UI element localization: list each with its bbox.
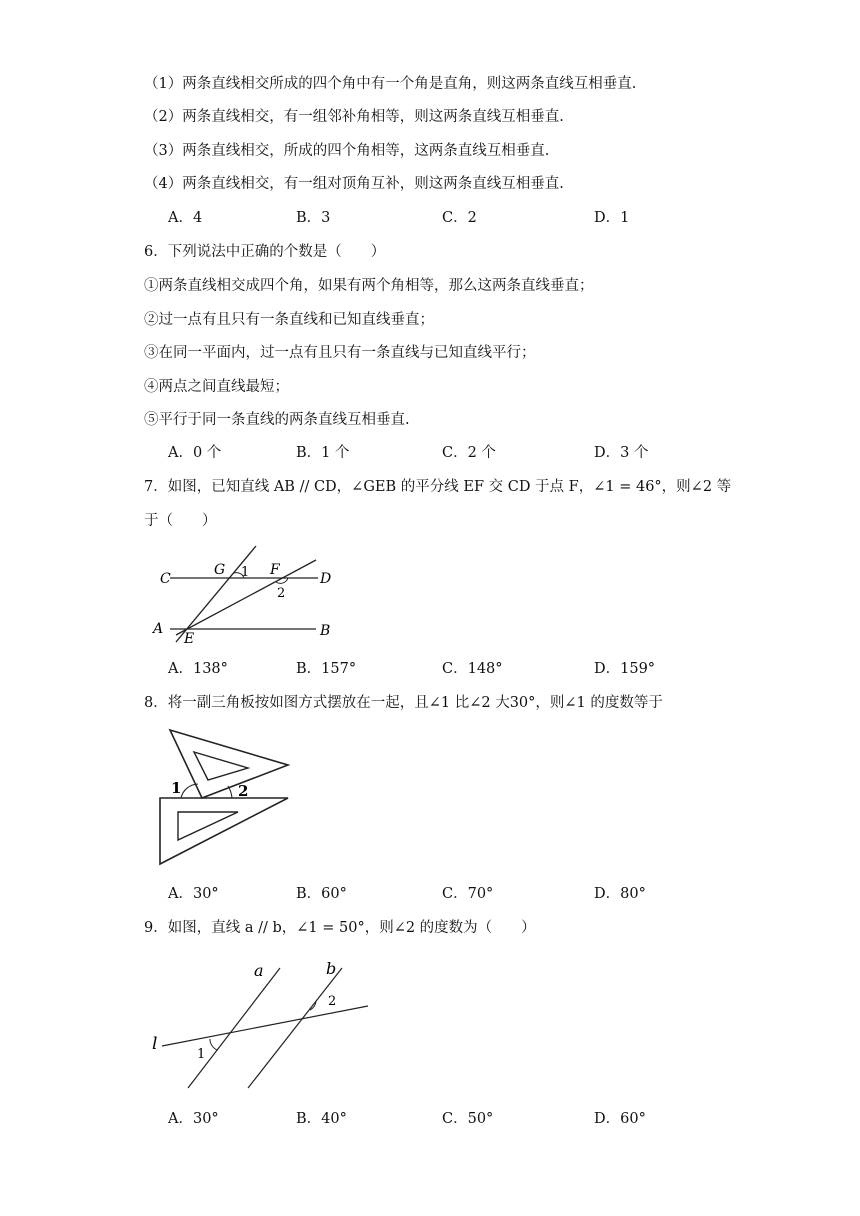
q5-statement-3: （3）两条直线相交，所成的四个角相等，这两条直线互相垂直.: [144, 143, 550, 159]
label-c: C: [160, 571, 171, 587]
q5-option-b[interactable]: B．3: [296, 210, 331, 226]
line-a: [188, 968, 280, 1088]
lower-set-square-inner: [178, 812, 238, 840]
q9-option-b[interactable]: B．40°: [296, 1111, 347, 1127]
label-f: F: [270, 562, 280, 578]
q8-options: [168, 884, 808, 904]
q5-statement-4: （4）两条直线相交，有一组对顶角互补，则这两条直线互相垂直.: [144, 176, 564, 192]
q6-statement-1: ①两条直线相交成四个角，如果有两个角相等，那么这两条直线垂直；: [144, 278, 594, 294]
q7-options: [168, 659, 808, 679]
q6-option-c[interactable]: C．2 个: [442, 445, 496, 461]
q7-option-c[interactable]: C．148°: [442, 661, 503, 677]
q5-statement-1: （1）两条直线相交所成的四个角中有一个角是直角，则这两条直线互相垂直.: [144, 76, 637, 92]
line-b: [248, 968, 342, 1088]
q8-option-b[interactable]: B．60°: [296, 886, 347, 902]
q6-statement-4: ④两点之间直线最短；: [144, 379, 289, 395]
q9-stem: 9．如图，直线 a // b，∠1 = 50°，则∠2 的度数为（ ）: [144, 920, 536, 936]
line-l: [162, 1006, 368, 1046]
q9-figure: [146, 956, 386, 1096]
label-b: B: [320, 623, 331, 639]
q5-option-a[interactable]: A．4: [168, 210, 203, 226]
q9-options: [168, 1109, 808, 1129]
q5-option-d[interactable]: D．1: [594, 210, 630, 226]
q5-options: [168, 208, 808, 228]
q6-statement-5: ⑤平行于同一条直线的两条直线互相垂直.: [144, 412, 410, 428]
q8-stem: 8．将一副三角板按如图方式摆放在一起，且∠1 比∠2 大30°，则∠1 的度数等于: [144, 695, 663, 711]
q6-option-d[interactable]: D．3 个: [594, 445, 649, 461]
q5-option-c[interactable]: C．2: [442, 210, 477, 226]
label-e: E: [184, 631, 195, 647]
q5-statement-2: （2）两条直线相交，有一组邻补角相等，则这两条直线互相垂直.: [144, 109, 564, 125]
label-d: D: [320, 571, 332, 587]
q7-option-a[interactable]: A．138°: [168, 661, 228, 677]
q6-statement-3: ③在同一平面内，过一点有且只有一条直线与已知直线平行；: [144, 345, 536, 361]
q7-option-d[interactable]: D．159°: [594, 661, 656, 677]
q6-statement-2: ②过一点有且只有一条直线和已知直线垂直；: [144, 312, 434, 328]
label-b: b: [326, 959, 337, 978]
q9-option-d[interactable]: D．60°: [594, 1111, 646, 1127]
label-angle-2: 2: [277, 586, 286, 601]
q6-option-a[interactable]: A．0 个: [168, 445, 222, 461]
q6-stem: 6．下列说法中正确的个数是（ ）: [144, 244, 386, 260]
label-angle-1: 1: [171, 779, 182, 797]
label-a: a: [254, 961, 264, 980]
label-a: A: [153, 621, 164, 637]
q6-options: [168, 443, 808, 463]
q6-option-b[interactable]: B．1 个: [296, 445, 350, 461]
upper-set-square-inner: [194, 752, 248, 780]
label-g: G: [214, 562, 226, 578]
angle-1-arc: [181, 784, 198, 798]
lower-set-square-outer: [160, 798, 288, 864]
q8-option-d[interactable]: D．80°: [594, 886, 646, 902]
label-l: l: [152, 1034, 158, 1054]
q8-option-a[interactable]: A．30°: [168, 886, 219, 902]
q9-option-a[interactable]: A．30°: [168, 1111, 219, 1127]
q9-option-c[interactable]: C．50°: [442, 1111, 494, 1127]
q7-stem-line-1: 7．如图，已知直线 AB // CD，∠GEB 的平分线 EF 交 CD 于点 F，∠1 = 46°，则∠2 等: [144, 479, 732, 495]
line-eg: [176, 546, 256, 642]
label-angle-2: 2: [328, 994, 337, 1009]
q8-option-c[interactable]: C．70°: [442, 886, 494, 902]
label-angle-1: 1: [197, 1047, 206, 1062]
q8-figure: [150, 722, 300, 870]
label-angle-1: 1: [241, 565, 250, 580]
q7-stem-line-2: 于（ ）: [144, 513, 217, 529]
angle-1-arc: [210, 1039, 217, 1050]
q7-figure: [148, 540, 348, 650]
label-angle-2: 2: [238, 782, 249, 800]
q7-option-b[interactable]: B．157°: [296, 661, 357, 677]
